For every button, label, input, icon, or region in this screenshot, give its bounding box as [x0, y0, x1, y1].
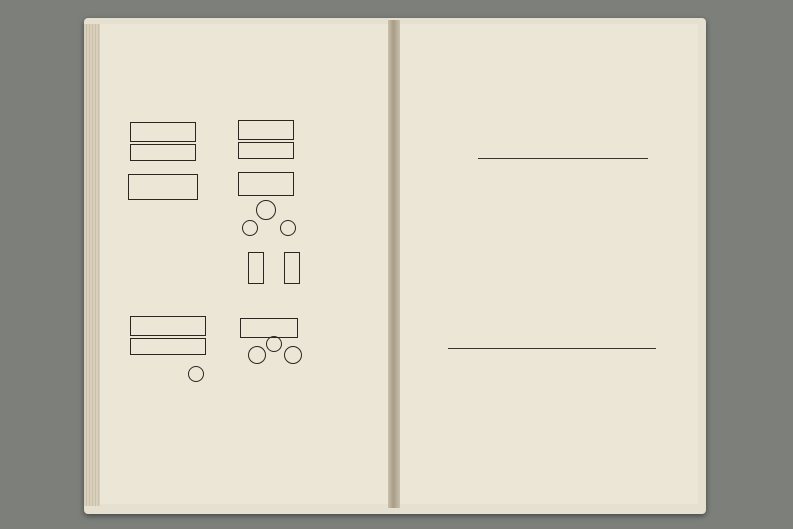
night-circle — [248, 346, 266, 364]
chapter-1-heading — [238, 120, 294, 140]
left-page — [100, 24, 391, 504]
chapter-3-subheading — [130, 338, 206, 355]
breath-circle — [256, 200, 276, 220]
page-edges — [84, 24, 100, 506]
book-gutter — [388, 20, 400, 508]
mid-tree-hline — [448, 348, 656, 349]
chapter-3-heading — [130, 316, 206, 336]
chapter-1-subheading — [238, 142, 294, 159]
chapter-4-heading — [240, 318, 298, 338]
three-cun-right — [284, 252, 300, 284]
overflow-circle — [188, 366, 204, 382]
inhale-circle — [242, 220, 258, 236]
top-tree-hline — [478, 158, 648, 159]
center-circle — [266, 336, 282, 352]
chapter-2-heading — [130, 122, 196, 142]
three-cun-left — [248, 252, 264, 284]
chapter-2-pulse-box — [128, 174, 198, 200]
day-circle — [284, 346, 302, 364]
chapter-2-subheading — [130, 144, 196, 161]
right-page — [398, 24, 698, 504]
exhale-circle — [280, 220, 296, 236]
chapter-1-pulse-box — [238, 172, 294, 196]
